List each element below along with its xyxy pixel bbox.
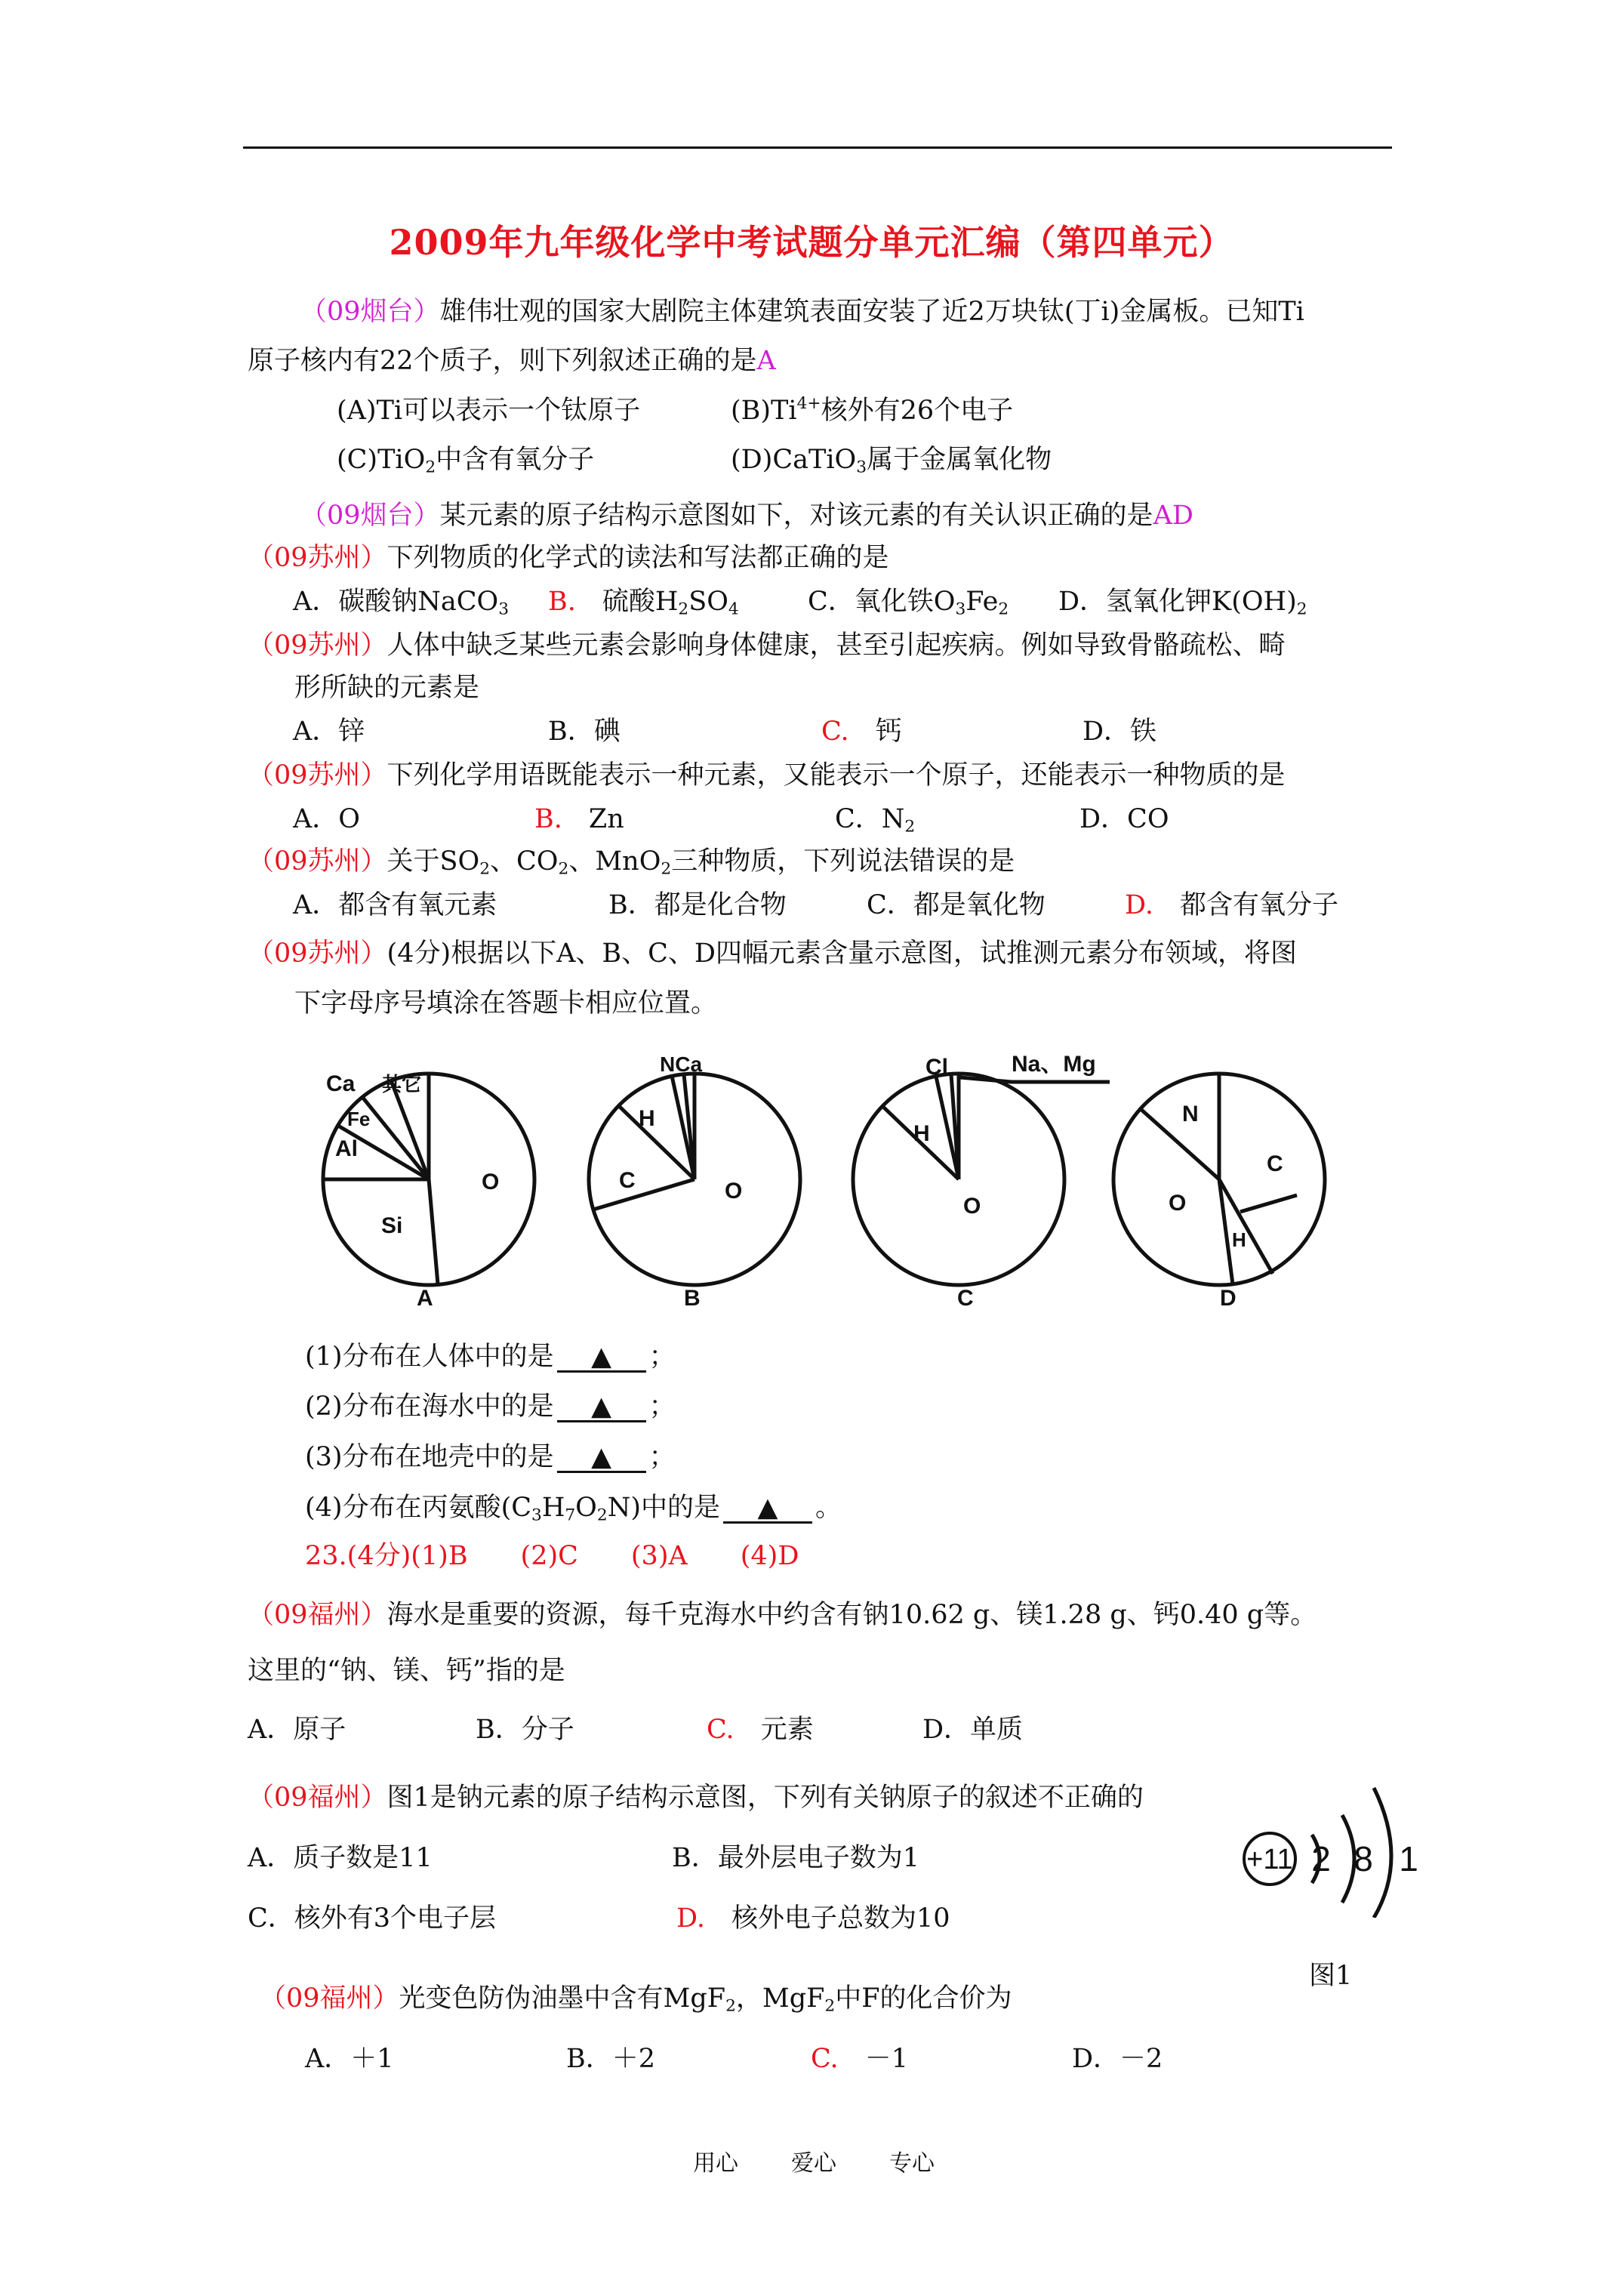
q6-option-b: B．都是化合物 [608,890,787,920]
shell-arc-3 [1374,1788,1391,1918]
q5-option-d: D．CO [1079,804,1169,834]
q2-answer: AD [1153,501,1193,531]
q7-line1 [248,938,1297,969]
q9-source: （09福州） [248,1783,387,1813]
q4-text1: 人体中缺乏某些元素会影响身体健康，甚至引起疾病。例如导致骨骼疏松、畸 [387,630,1286,661]
q4-source: （09苏州） [248,630,387,661]
q9-line [248,1785,1144,1811]
footer-word-1: 用心 [693,2150,738,2177]
q6-line: （09苏州）关于$SO_2$、$CO_2$、MnO$_2$三种物质，下列说法错误的是 [248,846,1015,879]
pie-c-label-cl: Cl [925,1055,948,1080]
q3-line [248,545,889,572]
q3-source: （09苏州） [248,543,387,573]
shell-2-count: 8 [1354,1839,1373,1878]
pie-d-label-n: N [1182,1102,1199,1126]
q1-source: （09烟台） [300,297,440,327]
q3-text: 下列物质的化学式的读法和写法都正确的是 [387,543,889,573]
q2-source: （09烟台） [300,501,440,531]
pie-a-label-fe: Fe [347,1108,371,1130]
q5-option-a: A．O [293,804,360,834]
q7-text1: (4分)根据以下A、B、C、D四幅元素含量示意图，试推测元素分布领域，将图 [387,938,1297,969]
q9-option-a: A．质子数是11 [248,1843,433,1873]
q1-line1 [300,299,1304,325]
q10-source: （09福州） [260,1983,399,2014]
q4-option-b: B．碘 [548,717,621,747]
pie-a-label-other: 其它 [382,1073,422,1096]
element-content-figure [302,1038,1449,1310]
q7-text2: 下字母序号填涂在答题卡相应位置。 [294,988,718,1019]
q10-option-d: D．－2 [1072,2044,1163,2074]
q5-line [248,760,1286,791]
pie-d-label-o: O [1169,1191,1187,1216]
q9-option-b: B．最外层电子数为1 [672,1843,919,1873]
pie-d-label-h: H [1232,1228,1246,1251]
pie-b-label-nca: NCa [660,1052,703,1076]
pie-a-label-o: O [482,1170,500,1194]
shell-3-count: 1 [1399,1839,1418,1878]
q1-line2 [248,348,776,374]
q3-option-d: D．氢氧化钾$K(OH)_2$ [1058,587,1307,619]
q6-source: （09苏州） [248,846,387,877]
q8-text1: 海水是重要的资源，每千克海水中约含有钠10.62 g、镁1.28 g、钙0.40 g等。 [387,1600,1317,1630]
q10-line: （09福州）光变色防伪油墨中含有MgF$_2$，MgF$_2$中F的化合价为 [260,1983,1012,2016]
q6-option-c: C．都是氧化物 [867,890,1046,920]
q10-option-c: C. －1 [811,2044,908,2074]
pie-b-label-h: H [639,1106,655,1131]
q7-sub4: (4)分布在丙氨酸$(C_3H_7O_2N)$中的是 ▲ 。 [305,1493,842,1525]
q8-line1 [248,1602,1317,1629]
q1-answer: A [756,346,776,376]
q5-text: 下列化学用语既能表示一种元素，又能表示一个原子，还能表示一种物质的是 [387,760,1286,791]
q4-text2: 形所缺的元素是 [294,673,480,703]
q7-source: （09苏州） [248,938,387,969]
q2-text: 某元素的原子结构示意图如下，对该元素的有关认识正确的是 [439,501,1153,531]
pie-c-label-o: O [963,1194,981,1219]
q3-option-a: A．碳酸钠NaCO$_3$ [293,587,510,619]
sodium-atom-diagram [1230,1767,1427,1918]
q6-option-d: D. 都含有氧分子 [1125,890,1338,920]
q9-option-d: D. 核外电子总数为10 [676,1903,950,1934]
q8-option-b: B．分子 [476,1715,574,1745]
pie-c-caption: C [957,1286,974,1310]
pie-b-label-o: O [725,1179,743,1203]
q10-option-a: A．＋1 [305,2044,394,2074]
q1-text1: 雄伟壮观的国家大剧院主体建筑表面安装了近2万块钛(丁i)金属板。已知Ti [439,297,1304,327]
pie-c-label-h: H [913,1121,930,1146]
pie-a-label-al: Al [335,1136,358,1161]
q1-option-c: (C)TiO$_2$中含有氧分子 [337,445,595,477]
pie-b-caption: B [684,1286,701,1310]
q7-sub3: (3)分布在地壳中的是 ▲ ； [305,1442,676,1472]
q2-line [300,503,1193,529]
q9-option-c: C．核外有3个电子层 [248,1903,497,1934]
q1-text2: 原子核内有22个质子，则下列叙述正确的是 [248,346,757,376]
footer-word-3: 专心 [889,2150,935,2177]
pie-d-caption: D [1220,1286,1236,1310]
q4-option-a: A．锌 [293,717,365,747]
q7-sub2: (2)分布在海水中的是 ▲ ； [305,1391,676,1422]
q4-option-d: D．铁 [1083,717,1157,747]
nucleus-label: +11 [1246,1844,1293,1875]
pie-a-label-ca: Ca [326,1071,356,1096]
shell-1-count: 2 [1311,1839,1331,1878]
header-rule [243,146,1392,149]
q3-option-c: C．氧化铁$O_3Fe_2$ [808,587,1009,619]
pie-d-label-c: C [1267,1151,1283,1176]
pie-b-label-c: C [619,1168,636,1193]
footer-word-2: 爱心 [791,2150,836,2177]
pie-a-caption: A [417,1286,433,1310]
q1-option-a: (A)Ti可以表示一个钛原子 [337,396,641,426]
q7-answer: 23.(4分)(1)B (2)C (3)A (4)D [305,1541,799,1571]
figure-1-caption: 图1 [1309,1961,1353,1991]
page-title: 2009年九年级化学中考试题分单元汇编（第四单元） [389,222,1234,263]
q8-option-a: A．原子 [248,1715,346,1745]
q3-option-b: B. 硫酸$H_2SO_4$ [548,587,739,619]
q1-option-d: (D)CaTiO$_3$属于金属氧化物 [731,445,1052,477]
q5-option-c: C．$N_2$ [835,804,916,837]
q6-option-a: A．都含有氧元素 [293,890,497,920]
pie-a-label-si: Si [381,1213,403,1238]
q9-text: 图1是钠元素的原子结构示意图，下列有关钠原子的叙述不正确的 [387,1783,1144,1813]
q5-source: （09苏州） [248,760,387,791]
q4-line1 [248,630,1286,661]
q7-sub1: (1)分布在人体中的是 ▲ ； [305,1342,676,1372]
q8-option-c: C. 元素 [707,1715,814,1745]
q8-source: （09福州） [248,1600,387,1630]
q8-option-d: D．单质 [922,1715,1024,1745]
q10-option-b: B．＋2 [566,2044,655,2074]
shell-arc-2 [1342,1815,1354,1903]
q5-option-b: B. Zn [534,804,624,834]
q8-text2: 这里的“钠、镁、钙”指的是 [248,1656,565,1686]
pie-c-label-namg: Na、Mg [1012,1052,1096,1077]
q1-option-b: $(B)Ti^{4+}$核外有26个电子 [731,393,1014,426]
q4-option-c: C. 钙 [821,717,902,747]
